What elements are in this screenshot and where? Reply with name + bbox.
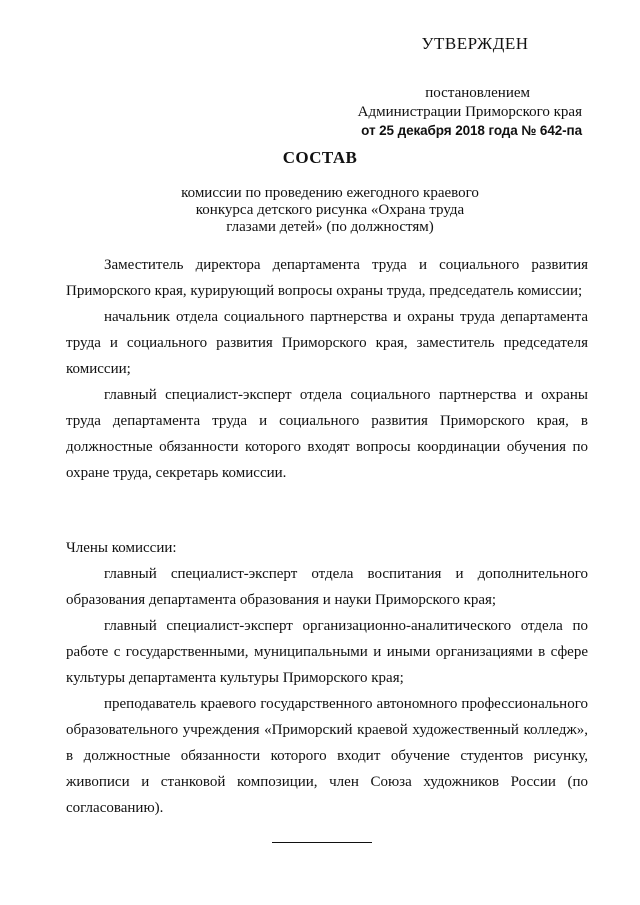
- approval-line-2: Администрации Приморского края: [357, 104, 582, 120]
- members-section: [66, 535, 588, 821]
- member-paragraph: преподаватель краевого государственного автономного профессионального образовательного учреждения «Приморский краевой художественный колледж», в должностные обязанности которого входит обучение студентов рисунку, живописи и станковой композиции, член Союза художников России (по согласованию).: [66, 696, 588, 816]
- approval-line-1: постановлением: [425, 85, 530, 101]
- approval-date: от 25 декабря 2018 года № 642-па: [361, 123, 582, 138]
- member-paragraph: главный специалист-эксперт отдела воспитания и дополнительного образования департамента образования и науки Приморского края;: [66, 566, 588, 608]
- member-paragraph: главный специалист-эксперт организационно-аналитического отдела по работе с государственными, муниципальными и иными организациями в сфере культуры департамента культуры Приморского края;: [66, 618, 588, 686]
- document-subtitle: [100, 185, 560, 236]
- subtitle-line: комиссии по проведению ежегодного краевого: [181, 185, 479, 201]
- secretary-paragraph: главный специалист-эксперт отдела социального партнерства и охраны труда департамента труда и социального развития Приморского края, в должностные обязанности которого входят вопросы координации обучения по охране труда, секретарь комиссии.: [66, 387, 588, 481]
- members-label: Члены комиссии:: [66, 540, 177, 556]
- approval-title: УТВЕРЖДЕН: [421, 34, 529, 53]
- deputy-chairman-paragraph: начальник отдела социального партнерства и охраны труда департамента труда и социального развития Приморского края, заместитель председателя комиссии;: [66, 309, 588, 377]
- leadership-section: [66, 252, 588, 486]
- subtitle-line: конкурса детского рисунка «Охрана труда: [195, 202, 465, 218]
- document-title: СОСТАВ: [282, 148, 358, 167]
- chairman-paragraph: Заместитель директора департамента труда и социального развития Приморского края, курирующий вопросы охраны труда, председатель комиссии;: [66, 257, 588, 299]
- subtitle-line: глазами детей» (по должностям): [226, 219, 434, 235]
- closing-rule: [272, 842, 372, 843]
- approval-stamp: [330, 34, 590, 138]
